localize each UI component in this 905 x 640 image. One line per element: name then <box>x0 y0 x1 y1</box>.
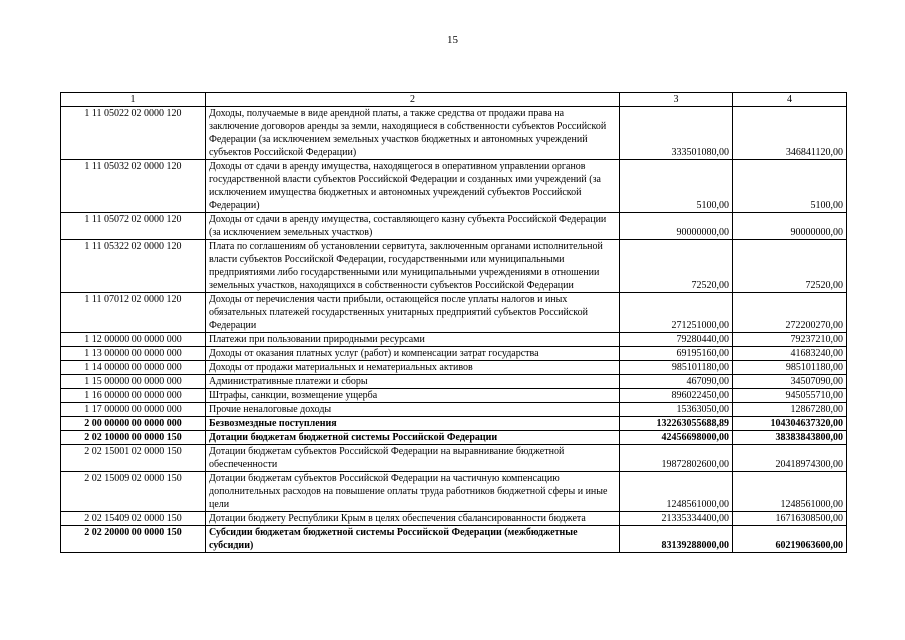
row-value-col3: 271251000,00 <box>620 293 733 333</box>
row-value-col3: 985101180,00 <box>620 361 733 375</box>
row-name: Административные платежи и сборы <box>206 375 620 389</box>
row-name: Доходы от продажи материальных и нематериальных активов <box>206 361 620 375</box>
column-header-2: 2 <box>206 93 620 107</box>
row-code: 2 02 15009 02 0000 150 <box>61 472 206 512</box>
row-name: Доходы от перечисления части прибыли, остающейся после уплаты налогов и иных обязательных платежей государственных унитарных предприятий субъектов Российской Федерации <box>206 293 620 333</box>
row-value-col3: 90000000,00 <box>620 213 733 240</box>
row-name: Платежи при пользовании природными ресурсами <box>206 333 620 347</box>
row-value-col3: 79280440,00 <box>620 333 733 347</box>
row-value-col4: 945055710,00 <box>733 389 847 403</box>
row-value-col4: 12867280,00 <box>733 403 847 417</box>
revenue-table <box>60 92 847 553</box>
row-code: 2 00 00000 00 0000 000 <box>61 417 206 431</box>
row-code: 2 02 15001 02 0000 150 <box>61 445 206 472</box>
row-name: Штрафы, санкции, возмещение ущерба <box>206 389 620 403</box>
row-code: 1 15 00000 00 0000 000 <box>61 375 206 389</box>
row-name: Дотации бюджетам субъектов Российской Федерации на выравнивание бюджетной обеспеченности <box>206 445 620 472</box>
row-value-col3: 42456698000,00 <box>620 431 733 445</box>
row-value-col4: 346841120,00 <box>733 107 847 160</box>
row-value-col3: 5100,00 <box>620 160 733 213</box>
row-value-col4: 38383843800,00 <box>733 431 847 445</box>
table-row <box>61 240 847 293</box>
row-value-col3: 72520,00 <box>620 240 733 293</box>
table-row <box>61 472 847 512</box>
row-value-col3: 19872802600,00 <box>620 445 733 472</box>
row-value-col4: 60219063600,00 <box>733 526 847 553</box>
row-value-col4: 72520,00 <box>733 240 847 293</box>
row-code: 2 02 10000 00 0000 150 <box>61 431 206 445</box>
row-code: 2 02 15409 02 0000 150 <box>61 512 206 526</box>
row-code: 1 13 00000 00 0000 000 <box>61 347 206 361</box>
row-name: Прочие неналоговые доходы <box>206 403 620 417</box>
row-value-col3: 21335334400,00 <box>620 512 733 526</box>
row-value-col3: 15363050,00 <box>620 403 733 417</box>
row-name: Доходы от сдачи в аренду имущества, находящегося в оперативном управлении органов государственной власти субъектов Российской Федерации и созданных ими учреждений (за исключением имущества бюджетных и автономных учреждений субъектов Российской Федерации) <box>206 160 620 213</box>
table-row <box>61 213 847 240</box>
table-row <box>61 293 847 333</box>
row-name: Плата по соглашениям об установлении сервитута, заключенным органами исполнительной власти субъектов Российской Федерации, государственными или муниципальными предприятиями либо государственными или муниципальными учреждениями в отношении земельных участков, находящихся в собственности субъектов Российской Федерации <box>206 240 620 293</box>
row-code: 1 11 05072 02 0000 120 <box>61 213 206 240</box>
row-value-col4: 34507090,00 <box>733 375 847 389</box>
table-row <box>61 389 847 403</box>
row-value-col3: 1248561000,00 <box>620 472 733 512</box>
row-value-col3: 132263055688,89 <box>620 417 733 431</box>
row-code: 2 02 20000 00 0000 150 <box>61 526 206 553</box>
row-name: Доходы от сдачи в аренду имущества, составляющего казну субъекта Российской Федерации (за исключением земельных участков) <box>206 213 620 240</box>
table-row <box>61 375 847 389</box>
table-row <box>61 445 847 472</box>
table-row <box>61 512 847 526</box>
table-row <box>61 403 847 417</box>
row-value-col4: 272200270,00 <box>733 293 847 333</box>
row-value-col4: 104304637320,00 <box>733 417 847 431</box>
table-header-row <box>61 93 847 107</box>
row-code: 1 12 00000 00 0000 000 <box>61 333 206 347</box>
row-name: Доходы, получаемые в виде арендной платы, а также средства от продажи права на заключение договоров аренды за земли, находящиеся в собственности субъектов Российской Федерации (за исключением земельных участков бюджетных и автономных учреждений субъектов Российской Федерации) <box>206 107 620 160</box>
row-code: 1 17 00000 00 0000 000 <box>61 403 206 417</box>
row-value-col4: 90000000,00 <box>733 213 847 240</box>
page-number: 15 <box>447 34 458 46</box>
table-row <box>61 361 847 375</box>
row-name: Безвозмездные поступления <box>206 417 620 431</box>
row-value-col3: 83139288000,00 <box>620 526 733 553</box>
row-name: Субсидии бюджетам бюджетной системы Российской Федерации (межбюджетные субсидии) <box>206 526 620 553</box>
row-value-col4: 41683240,00 <box>733 347 847 361</box>
row-name: Доходы от оказания платных услуг (работ) и компенсации затрат государства <box>206 347 620 361</box>
row-code: 1 16 00000 00 0000 000 <box>61 389 206 403</box>
table-row <box>61 431 847 445</box>
row-value-col3: 69195160,00 <box>620 347 733 361</box>
row-value-col3: 333501080,00 <box>620 107 733 160</box>
column-header-3: 3 <box>620 93 733 107</box>
row-value-col3: 467090,00 <box>620 375 733 389</box>
table-row <box>61 347 847 361</box>
row-value-col3: 896022450,00 <box>620 389 733 403</box>
table-row <box>61 526 847 553</box>
row-value-col4: 20418974300,00 <box>733 445 847 472</box>
column-header-4: 4 <box>733 93 847 107</box>
table-row <box>61 333 847 347</box>
row-value-col4: 1248561000,00 <box>733 472 847 512</box>
row-code: 1 14 00000 00 0000 000 <box>61 361 206 375</box>
row-value-col4: 16716308500,00 <box>733 512 847 526</box>
table-row <box>61 417 847 431</box>
row-code: 1 11 07012 02 0000 120 <box>61 293 206 333</box>
table-row <box>61 107 847 160</box>
row-code: 1 11 05032 02 0000 120 <box>61 160 206 213</box>
row-name: Дотации бюджетам бюджетной системы Российской Федерации <box>206 431 620 445</box>
row-value-col4: 79237210,00 <box>733 333 847 347</box>
row-name: Дотации бюджетам субъектов Российской Федерации на частичную компенсацию дополнительных расходов на повышение оплаты труда работников бюджетной сферы и иные цели <box>206 472 620 512</box>
row-value-col4: 985101180,00 <box>733 361 847 375</box>
column-header-1: 1 <box>61 93 206 107</box>
table-row <box>61 160 847 213</box>
row-code: 1 11 05022 02 0000 120 <box>61 107 206 160</box>
row-code: 1 11 05322 02 0000 120 <box>61 240 206 293</box>
row-value-col4: 5100,00 <box>733 160 847 213</box>
row-name: Дотации бюджету Республики Крым в целях обеспечения сбалансированности бюджета <box>206 512 620 526</box>
